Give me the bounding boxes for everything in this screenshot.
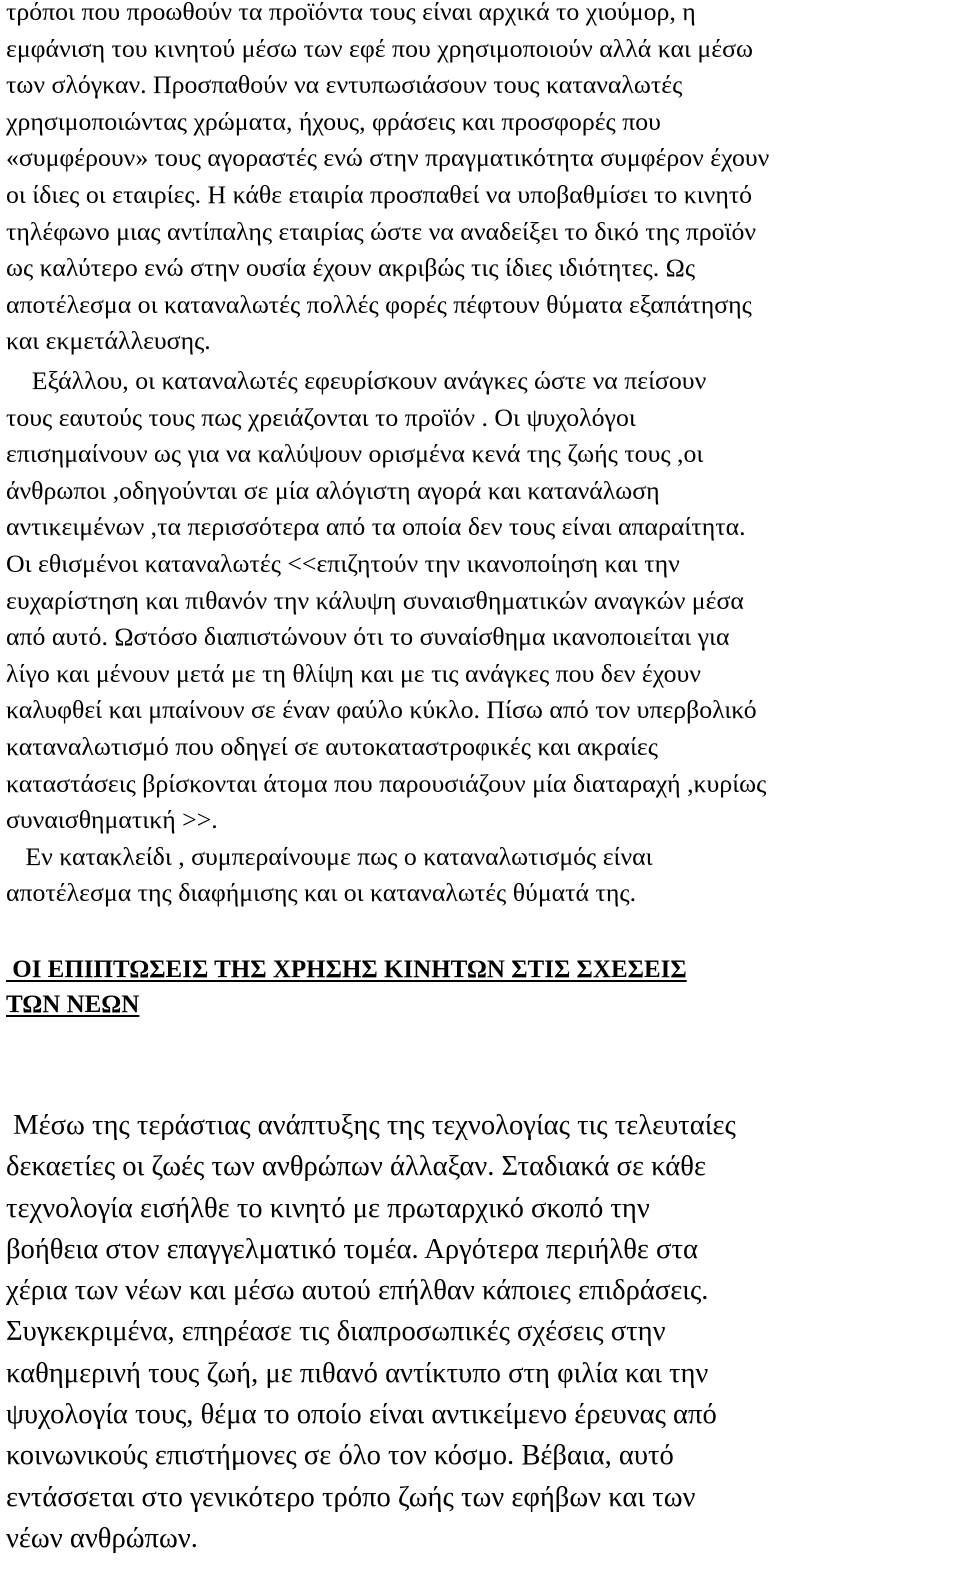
text-line: Συγκεκριμένα, επηρέασε τις διαπροσωπικές σχέσεις στην bbox=[6, 1316, 666, 1348]
text-line: από αυτό. Ωστόσο διαπιστώνουν ότι το συναίσθημα ικανοποιείται για bbox=[6, 622, 730, 652]
text-line: ως καλύτερο ενώ στην ουσία έχουν ακριβώς τις ίδιες ιδιότητες. Ως bbox=[6, 253, 696, 283]
text-line: συναισθηματική >>. bbox=[6, 805, 218, 835]
text-line: ψυχολογία τους, θέμα το οποίο είναι αντικείμενο έρευνας από bbox=[6, 1399, 717, 1431]
text-line: τεχνολογία εισήλθε το κινητό με πρωταρχικό σκοπό την bbox=[6, 1192, 650, 1224]
section-heading bbox=[6, 952, 952, 1022]
text-line: αποτέλεσμα της διαφήμισης και οι καταναλωτές θύματά της. bbox=[6, 878, 637, 908]
text-line: λίγο και μένουν μετά με τη θλίψη και με τις ανάγκες που δεν έχουν bbox=[6, 658, 701, 688]
text-line: ευχαρίστηση και πιθανόν την κάλυψη συναισθηματικών αναγκών μέσα bbox=[6, 585, 744, 615]
text-line: χέρια των νέων και μέσω αυτού επήλθαν κάποιες επιδράσεις. bbox=[6, 1275, 709, 1307]
text-line: καθημερινή τους ζωή, με πιθανό αντίκτυπο στη φιλία και την bbox=[6, 1357, 709, 1389]
text-line: «συμφέρουν» τους αγοραστές ενώ στην πραγματικότητα συμφέρον έχουν bbox=[6, 143, 770, 173]
text-line: καλυφθεί και μπαίνουν σε έναν φαύλο κύκλο. Πίσω από τον υπερβολικό bbox=[6, 695, 757, 725]
paragraph-consumer-needs bbox=[6, 363, 952, 912]
paragraph-mobile-effects bbox=[6, 1105, 952, 1559]
text-line: Εν κατακλείδι , συμπεραίνουμε πως ο καταναλωτισμός είναι bbox=[6, 841, 653, 871]
text-line: των σλόγκαν. Προσπαθούν να εντυπωσιάσουν τους καταναλωτές bbox=[6, 70, 683, 100]
text-line: Εξάλλου, οι καταναλωτές εφευρίσκουν ανάγκες ώστε να πείσουν bbox=[6, 366, 707, 395]
text-line: Μέσω της τεράστιας ανάπτυξης της τεχνολογίας τις τελευταίες bbox=[6, 1110, 736, 1141]
text-line: νέων ανθρώπων. bbox=[6, 1522, 198, 1554]
heading-line: ΤΩΝ ΝΕΩΝ bbox=[6, 991, 140, 1018]
text-line: τους εαυτούς τους πως χρειάζονται το προϊόν . Οι ψυχολόγοι bbox=[6, 402, 636, 432]
text-line: Οι εθισμένοι καταναλωτές <<επιζητούν την ικανοποίηση και την bbox=[6, 548, 680, 578]
text-line: κοινωνικούς επιστήμονες σε όλο τον κόσμο. Βέβαια, αυτό bbox=[6, 1440, 674, 1472]
text-line: αντικειμένων ,τα περισσότερα από τα οποία δεν τους είναι απαραίτητα. bbox=[6, 512, 746, 542]
text-line: χρησιμοποιώντας χρώματα, ήχους, φράσεις και προσφορές που bbox=[6, 106, 661, 136]
text-line: αποτέλεσμα οι καταναλωτές πολλές φορές πέφτουν θύματα εξαπάτησης bbox=[6, 289, 752, 319]
text-line: καταναλωτισμό που οδηγεί σε αυτοκαταστροφικές και ακραίες bbox=[6, 731, 658, 761]
text-line: οι ίδιες οι εταιρίες. Η κάθε εταιρία προσπαθεί να υποβαθμίσει το κινητό bbox=[6, 179, 753, 209]
text-line: άνθρωποι ,οδηγούνται σε μία αλόγιστη αγορά και κατανάλωση bbox=[6, 475, 660, 505]
text-line: και εκμετάλλευσης. bbox=[6, 326, 211, 356]
text-line: καταστάσεις βρίσκονται άτομα που παρουσιάζουν μία διαταραχή ,κυρίως bbox=[6, 768, 767, 798]
text-line: τρόποι που προωθούν τα προϊόντα τους είναι αρχικά το χιούμορ, η bbox=[6, 0, 696, 26]
text-line: δεκαετίες οι ζωές των ανθρώπων άλλαξαν. Σταδιακά σε κάθε bbox=[6, 1151, 706, 1183]
text-line: επισημαίνουν ως για να καλύψουν ορισμένα κενά της ζωής τους ,οι bbox=[6, 439, 704, 469]
text-line: εμφάνιση του κινητού μέσω των εφέ που χρησιμοποιούν αλλά και μέσω bbox=[6, 33, 753, 63]
heading-line: ΟΙ ΕΠΙΠΤΩΣΕΙΣ ΤΗΣ ΧΡΗΣΗΣ ΚΙΝΗΤΩΝ ΣΤΙΣ ΣΧΕΣΕΙΣ bbox=[6, 956, 687, 983]
text-line: τηλέφωνο μιας αντίπαλης εταιρίας ώστε να αναδείξει το δικό της προϊόν bbox=[6, 216, 757, 246]
text-line: βοήθεια στον επαγγελματικό τομέα. Αργότερα περιήλθε στα bbox=[6, 1233, 698, 1265]
text-line: εντάσσεται στο γενικότερο τρόπο ζωής των εφήβων και των bbox=[6, 1481, 696, 1513]
paragraph-advertising-methods bbox=[6, 0, 952, 360]
